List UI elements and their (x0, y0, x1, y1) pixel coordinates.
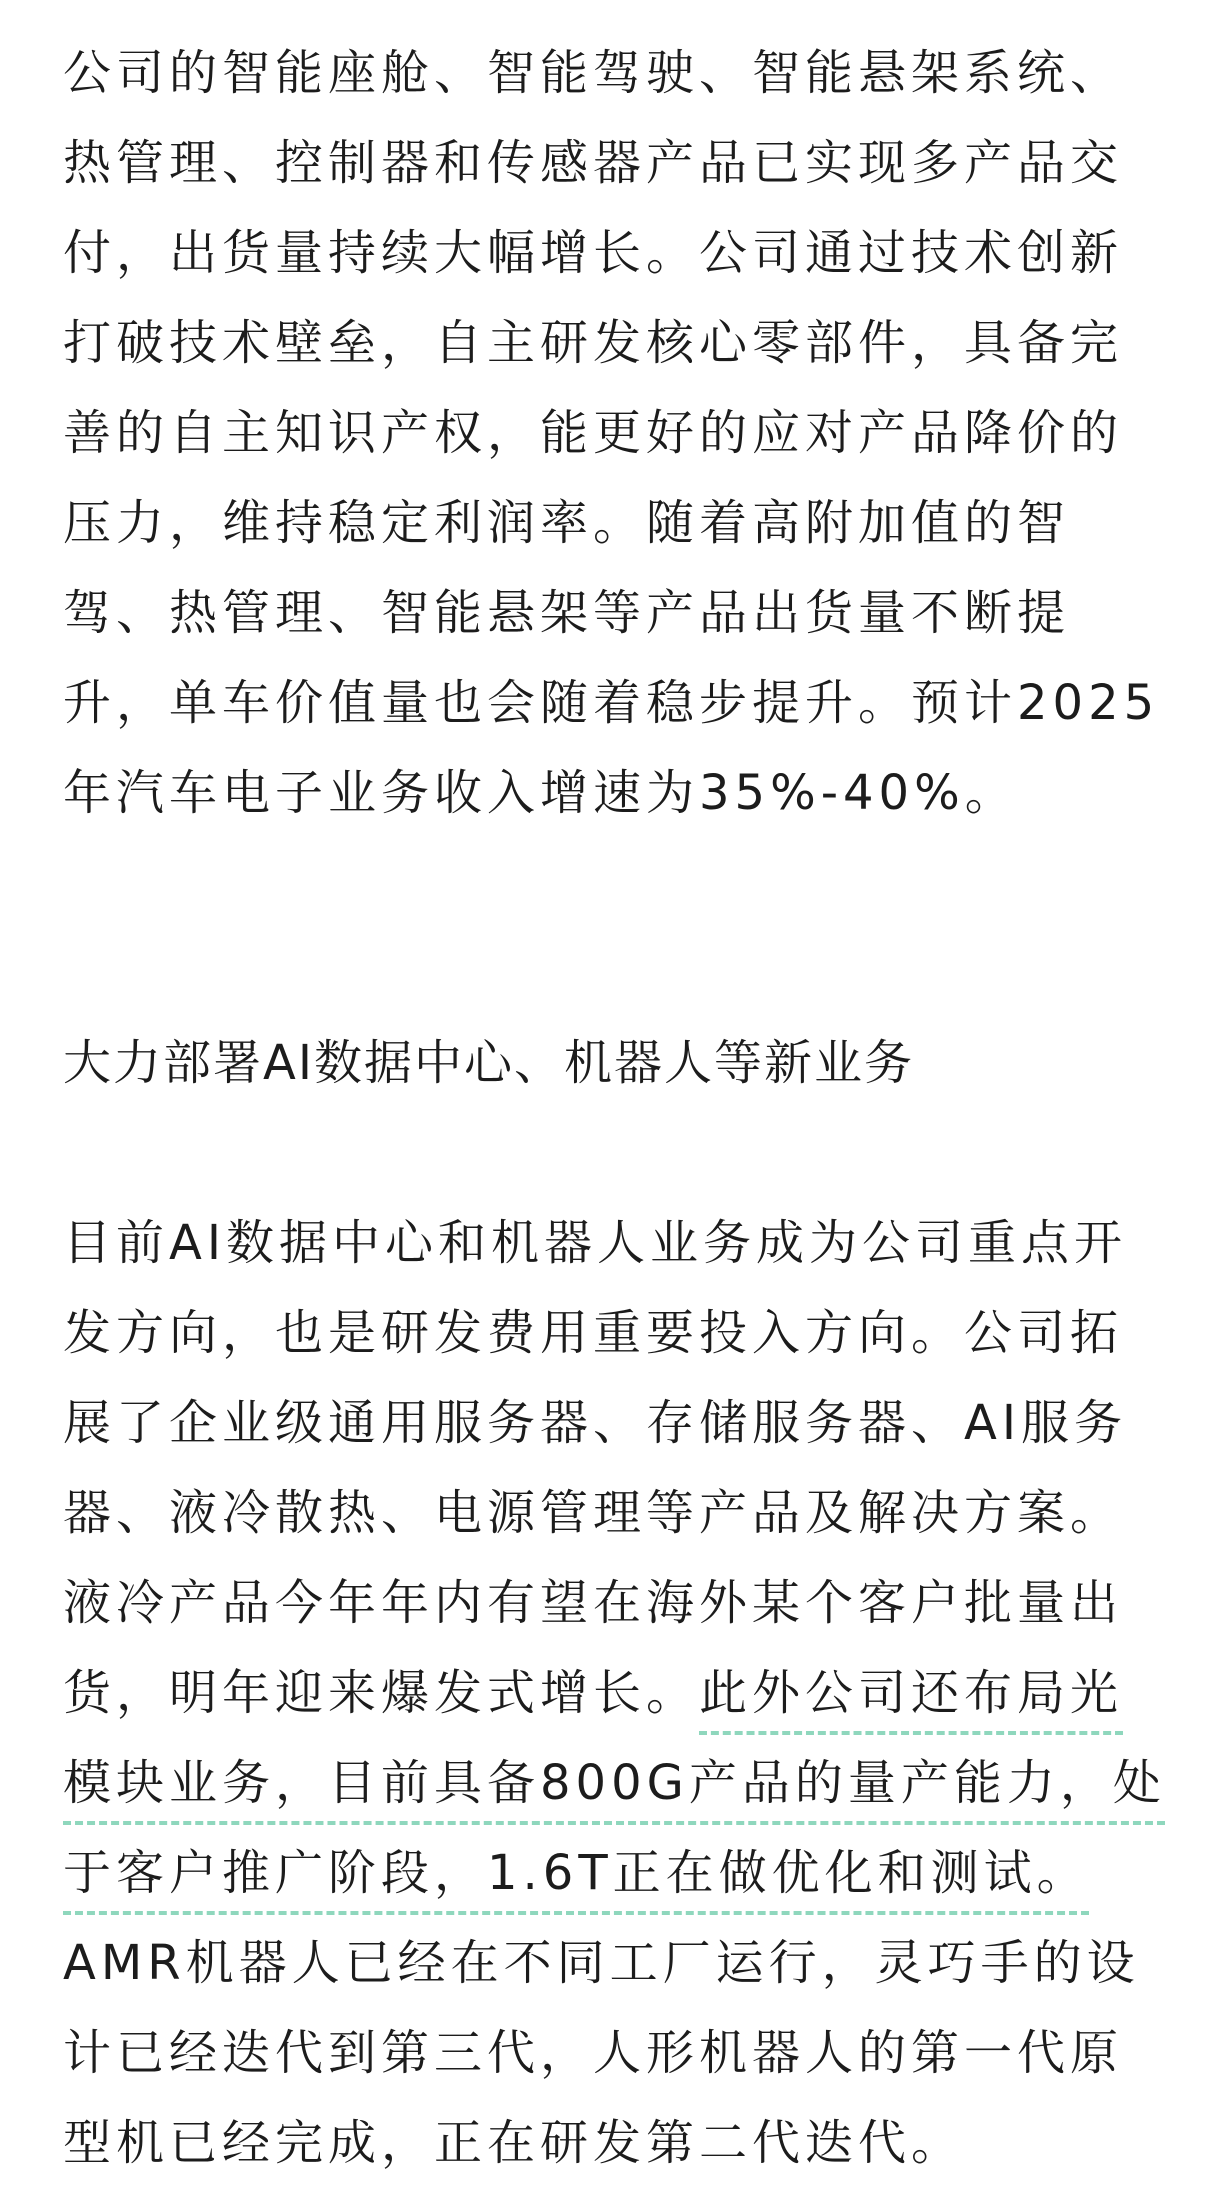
section-spacer (63, 838, 1173, 1018)
paragraph-line-highlighted (63, 1738, 1173, 1828)
paragraph-line: 发方向，也是研发费用重要投入方向。公司拓 (63, 1305, 1124, 1361)
highlighted-text[interactable]: 于客户推广阶段，1.6T正在做优化和测试。 (63, 1845, 1090, 1901)
paragraph-line: 热管理、控制器和传感器产品已实现多产品交 (63, 135, 1124, 191)
paragraph-line: 驾、热管理、智能悬架等产品出货量不断提 (63, 585, 1071, 641)
paragraph-line: 型机已经完成，正在研发第二代迭代。 (63, 2115, 965, 2171)
highlighted-text[interactable]: 此外公司还布局光 (699, 1665, 1124, 1721)
paragraph-line: 公司的智能座舱、智能驾驶、智能悬架系统、 (63, 45, 1124, 101)
paragraph-line: AMR机器人已经在不同工厂运行，灵巧手的设 (63, 1935, 1140, 1991)
paragraph-line: 升，单车价值量也会随着稳步提升。预计2025 (63, 675, 1160, 731)
paragraph-line-mixed (63, 1648, 1173, 1738)
paragraph-line: 压力，维持稳定利润率。随着高附加值的智 (63, 495, 1071, 551)
paragraph-line: 器、液冷散热、电源管理等产品及解决方案。 (63, 1485, 1124, 1541)
section-spacer (63, 1108, 1173, 1198)
plain-text: 货，明年迎来爆发式增长。 (63, 1665, 700, 1721)
paragraph-line: 展了企业级通用服务器、存储服务器、AI服务 (63, 1395, 1127, 1451)
paragraph-line-highlighted (63, 1828, 1173, 1918)
paragraph-line: 善的自主知识产权，能更好的应对产品降价的 (63, 405, 1124, 461)
paragraph-line: 液冷产品今年年内有望在海外某个客户批量出 (63, 1575, 1124, 1631)
highlighted-text[interactable]: 模块业务，目前具备800G产品的量产能力，处 (63, 1755, 1166, 1811)
section-heading: 大力部署AI数据中心、机器人等新业务 (63, 1035, 914, 1091)
paragraph-new-business (63, 1198, 1173, 2188)
paragraph-line: 年汽车电子业务收入增速为35%-40%。 (63, 765, 1018, 821)
paragraph-line: 计已经迭代到第三代，人形机器人的第一代原 (63, 2025, 1124, 2081)
paragraph-automotive (63, 28, 1173, 838)
paragraph-line: 付，出货量持续大幅增长。公司通过技术创新 (63, 225, 1124, 281)
article-body (63, 28, 1173, 2188)
paragraph-line: 打破技术壁垒，自主研发核心零部件，具备完 (63, 315, 1124, 371)
paragraph-line: 目前AI数据中心和机器人业务成为公司重点开 (63, 1215, 1127, 1271)
